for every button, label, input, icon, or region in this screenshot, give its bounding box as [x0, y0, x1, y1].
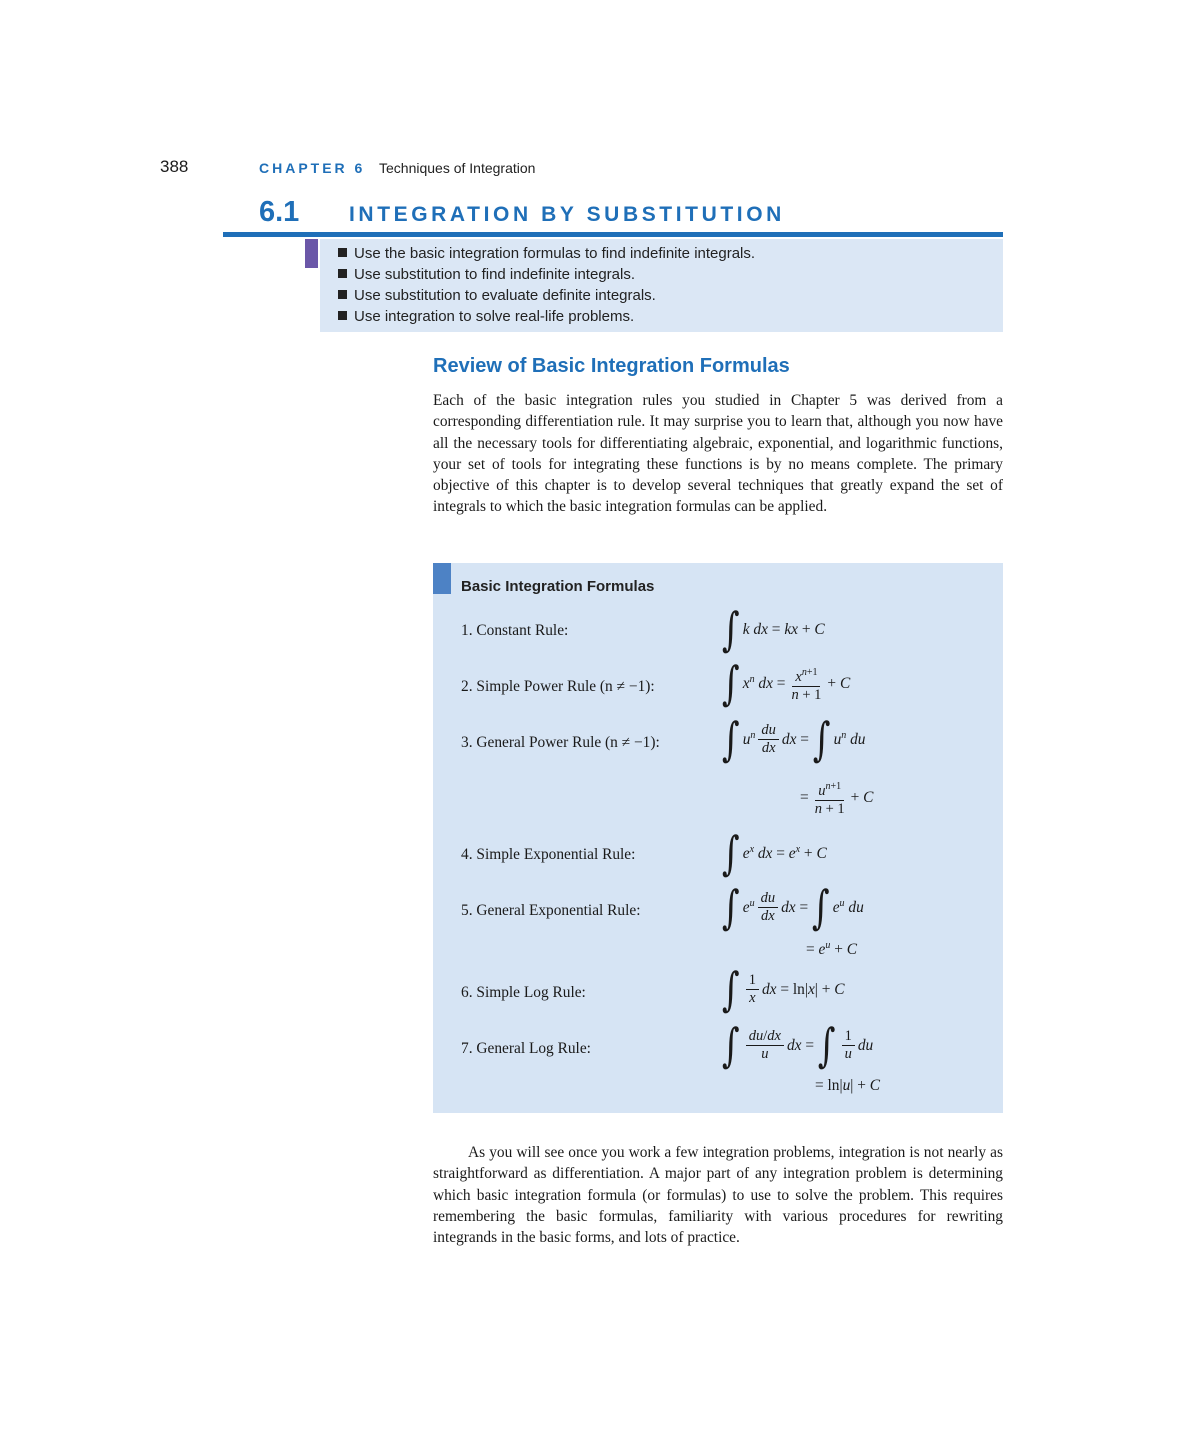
closing-paragraph: As you will see once you work a few integration problems, integration is not nearly as straightforward as differentiation. A major part of any integration problem is determining which basic integration formula (or formulas) to use to solve the problem. This requires remembering the basic formulas, familiarity with various procedures for rewriting integrands in the basic forms, and lots of practice. [433, 1144, 1003, 1247]
formula-simple-power: ∫ $x^n$ dx = $\frac{x^{n+1}}{n + 1}$ + C [722, 656, 851, 711]
objective-item: Use integration to solve real-life problems. [338, 306, 755, 327]
formula-general-exponential-result: = $e^u$ + C [806, 940, 858, 959]
square-bullet-icon [338, 290, 347, 299]
square-bullet-icon [338, 269, 347, 278]
formula-constant: ∫ k dx = kx + C [722, 603, 825, 657]
objectives-list [338, 243, 755, 327]
formula-general-power-result: = $\frac{u^{n+1}}{n + 1}$ + C [800, 778, 873, 818]
objective-item: Use substitution to find indefinite integrals. [338, 264, 755, 285]
formula-general-log-result: = ln| u | + C [815, 1077, 881, 1094]
square-bullet-icon [338, 311, 347, 320]
section-title: INTEGRATION BY SUBSTITUTION [349, 203, 785, 226]
subsection-heading: Review of Basic Integration Formulas [433, 355, 790, 377]
rule-label-general-log: 7. General Log Rule: [461, 1040, 591, 1057]
rule-label-simple-power: 2. Simple Power Rule (n ≠ −1): [461, 678, 655, 695]
formula-simple-log: ∫ $\frac{1}{x}$ dx = ln| x | + C [722, 962, 845, 1017]
formula-box-title: Basic Integration Formulas [461, 578, 655, 595]
rule-label-constant: 1. Constant Rule: [461, 622, 569, 639]
formula-simple-exponential: ∫ $e^x$ dx = $e^x$ + C [722, 827, 827, 881]
rule-label-general-power: 3. General Power Rule (n ≠ −1): [461, 734, 660, 751]
formula-general-power: ∫ $u^n$ $\frac{du}{dx}$ dx = ∫ $u^n$ du [722, 712, 866, 767]
page-number: 388 [160, 157, 189, 176]
chapter-label: CHAPTER 6 [259, 160, 366, 176]
formula-box-tab [433, 563, 451, 594]
section-rule [223, 232, 1003, 237]
intro-paragraph: Each of the basic integration rules you studied in Chapter 5 was derived from a corresponding differentiation rule. It may surprise you to learn that, although you now have all the necessary tools for differentiating algebraic, exponential, and logarithmic functions, your set of tools for integrating these functions is by no means complete. The primary objective of this chapter is to develop several techniques that greatly expand the set of integrals to which the basic integration formulas can be applied. [433, 392, 1003, 516]
formula-box [433, 563, 1003, 1113]
rule-label-simple-exponential: 4. Simple Exponential Rule: [461, 846, 636, 863]
square-bullet-icon [338, 248, 347, 257]
objectives-tab [305, 239, 318, 268]
objective-item: Use the basic integration formulas to find indefinite integrals. [338, 243, 755, 264]
objective-item: Use substitution to evaluate definite integrals. [338, 285, 755, 306]
formula-general-exponential: ∫ $e^u$ $\frac{du}{dx}$ dx = ∫ $e^u$ du [722, 880, 864, 935]
rule-label-general-exponential: 5. General Exponential Rule: [461, 902, 641, 919]
formula-general-log: ∫ $\frac{du/dx}{u}$ dx = ∫ $\frac{1}{u}$ du [722, 1018, 874, 1073]
rule-label-simple-log: 6. Simple Log Rule: [461, 984, 586, 1001]
section-number: 6.1 [259, 196, 300, 228]
chapter-title: Techniques of Integration [379, 160, 536, 176]
